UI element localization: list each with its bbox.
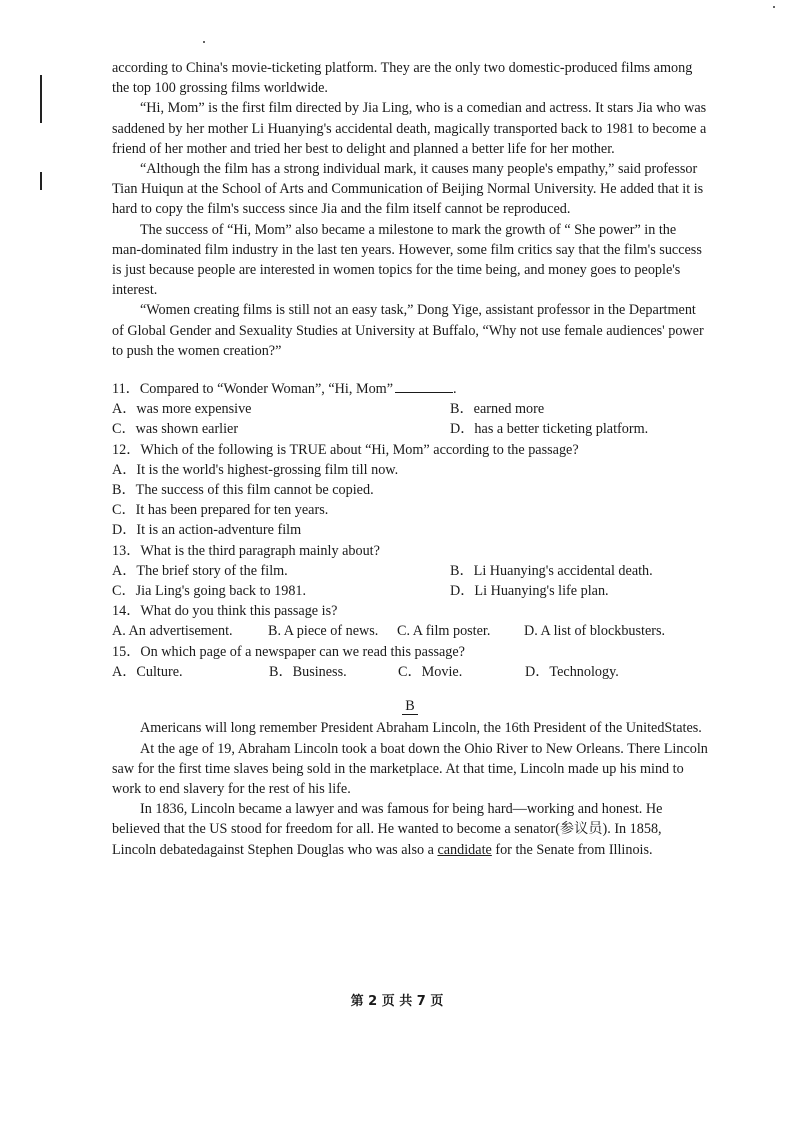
passage-a-paragraph: “Hi, Mom” is the first film directed by Jia Ling, who is a comedian and actress. It stars Jia who was saddened by her mother Li Huanying's accidental death, magically transported back to 1981 to become a friend of her mother and tried her best to delight and planned a better life for her mother. <box>112 100 707 157</box>
answer-blank <box>395 380 453 393</box>
options-row <box>112 561 708 581</box>
passage-a-paragraph: “Women creating films is still not an easy task,” Dong Yige, assistant professor in the Department of Global Gender and Sexuality Studies at University at Buffalo, “Why not use female audiences' power to push the women creation?” <box>112 302 704 359</box>
options-row <box>112 621 708 641</box>
passage-b <box>112 718 708 859</box>
passage-a-paragraph: The success of “Hi, Mom” also became a milestone to mark the growth of “ She power” in the man-dominated film industry in the last ten years. However, some film critics say that the film's success is just because people are interested in women topics for the time being, and money goes to people's interest. <box>112 221 702 299</box>
page-content <box>112 58 708 860</box>
question-15 <box>112 642 708 682</box>
question-13 <box>112 541 708 602</box>
option-b: B．The success of this film cannot be copied. <box>112 482 374 499</box>
option-c: C．Jia Ling's going back to 1981. <box>112 583 307 600</box>
section-b-heading <box>112 696 708 716</box>
section-b-label: B <box>402 698 417 715</box>
scan-dot <box>203 41 205 43</box>
option-c: C．It has been prepared for ten years. <box>112 502 329 519</box>
option-d: D．It is an action-adventure film <box>112 522 302 539</box>
question-stem-end: . <box>453 381 457 398</box>
option-a: A．Culture. <box>112 663 183 680</box>
option-b: B. A piece of news. <box>268 623 379 640</box>
questions <box>112 379 708 682</box>
option-c: C．was shown earlier <box>112 421 239 438</box>
question-12 <box>112 440 708 541</box>
options-row <box>112 581 708 601</box>
options-row <box>112 662 708 682</box>
option-b: B．Li Huanying's accidental death. <box>450 562 653 579</box>
option-d: D. A list of blockbusters. <box>524 623 666 640</box>
question-14 <box>112 601 708 641</box>
spacer <box>112 361 708 379</box>
option-a: A．was more expensive <box>112 401 252 418</box>
question-stem: 14．What do you think this passage is? <box>112 603 338 620</box>
option-d: D．Technology. <box>525 663 619 680</box>
passage-a-paragraph: “Although the film has a strong individual mark, it causes many people's empathy,” said professor Tian Huiqun at the School of Arts and Communication of Beijing Normal University. He added that it is hard to copy the film's success since Jia and the film itself cannot be reproduced. <box>112 161 704 218</box>
option-a: A．The brief story of the film. <box>112 562 288 579</box>
question-11 <box>112 379 708 440</box>
passage-b-text: In 1836, Lincoln became a lawyer and was famous for being hard—working and honest. He believed that the US stood for freedom for all. He wanted to become a senator(参议员). In 1858, Lincoln debatedagainst Stephen Douglas who was also a <box>112 801 663 858</box>
question-stem <box>112 379 708 399</box>
passage-a-paragraph: according to China's movie-ticketing platform. They are the only two domestic-produced films among the top 100 grossing films worldwide. <box>112 60 693 97</box>
option-b: B．earned more <box>450 401 545 418</box>
question-stem: 12．Which of the following is TRUE about “Hi, Mom” according to the passage? <box>112 441 579 458</box>
margin-binding-mark <box>40 172 42 190</box>
question-stem: 13．What is the third paragraph mainly about? <box>112 542 380 559</box>
option-d: D．Li Huanying's life plan. <box>450 583 609 600</box>
page-number-footer: 第 2 页 共 7 页 <box>350 994 444 1009</box>
options-row <box>112 419 708 439</box>
option-b: B．Business. <box>269 663 347 680</box>
passage-b-text: for the Senate from Illinois. <box>491 841 653 858</box>
passage-b-paragraph <box>112 799 708 860</box>
question-stem: 15．On which page of a newspaper can we read this passage? <box>112 643 465 660</box>
passage-a <box>112 58 708 361</box>
underlined-word: candidate <box>437 841 492 858</box>
passage-b-paragraph: At the age of 19, Abraham Lincoln took a boat down the Ohio River to New Orleans. There Lincoln saw for the first time slaves being sold in the marketplace. At that time, Lincoln made up his mind to work to end slavery for the rest of his life. <box>112 740 708 797</box>
option-c: C. A film poster. <box>397 623 491 640</box>
scan-dot <box>773 6 775 8</box>
passage-b-paragraph: Americans will long remember President Abraham Lincoln, the 16th President of the UnitedStates. <box>140 720 702 737</box>
option-c: C．Movie. <box>398 663 463 680</box>
question-stem-text: 11．Compared to “Wonder Woman”, “Hi, Mom” <box>112 381 394 398</box>
margin-binding-mark <box>40 75 42 123</box>
option-a: A. An advertisement. <box>112 623 233 640</box>
option-a: A．It is the world's highest-grossing film till now. <box>112 461 399 478</box>
options-row <box>112 399 708 419</box>
option-d: D．has a better ticketing platform. <box>450 421 649 438</box>
